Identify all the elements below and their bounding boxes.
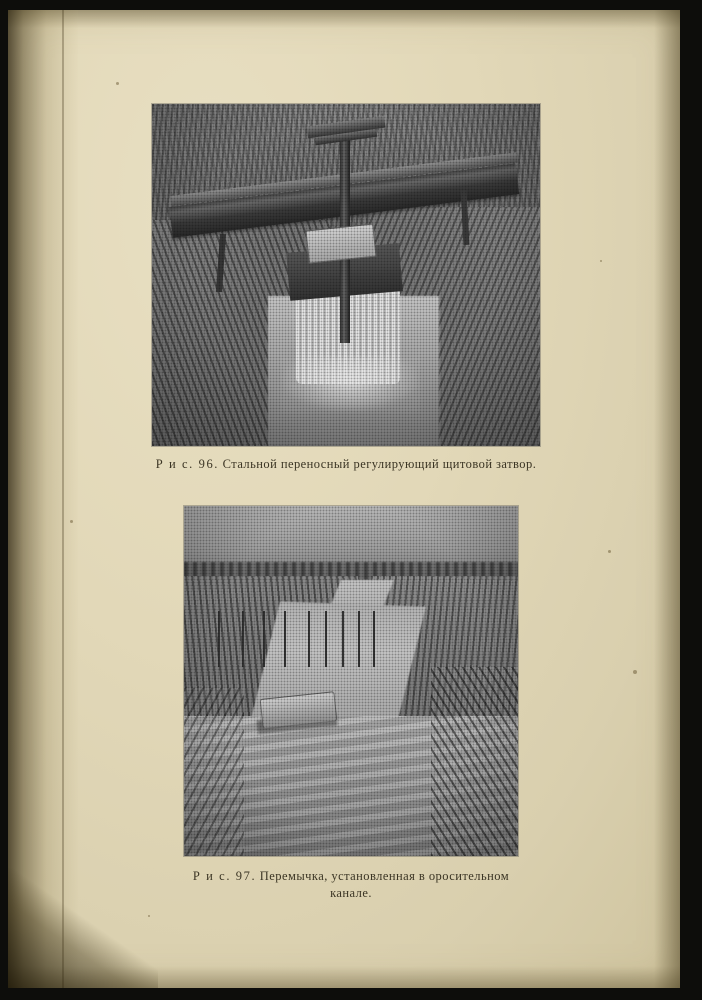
photo-vignette — [152, 104, 540, 446]
figure-97-number: Р и с. 97. — [192, 869, 257, 883]
figure-96-caption-text: Стальной переносный регулирующий щитовой затвор. — [222, 457, 537, 471]
figure-96-caption — [152, 456, 540, 473]
page-content — [100, 10, 640, 988]
photo-vignette — [184, 506, 518, 856]
book-spine-line — [62, 10, 64, 988]
book-page — [8, 10, 680, 988]
figure-97-caption-text-line2: канале. — [330, 885, 372, 900]
figure-96 — [152, 104, 540, 471]
photo-canal-plug — [184, 506, 518, 856]
figure-97 — [184, 506, 518, 900]
book-gutter-shadow — [8, 10, 78, 988]
paper-speck — [70, 520, 73, 523]
page-right-shadow — [654, 10, 680, 988]
photo-steel-sluice-gate — [152, 104, 540, 446]
figure-97-caption-text-line1: Перемычка, установленная в оросительном — [259, 869, 510, 883]
figure-96-number: Р и с. 96. — [155, 457, 220, 471]
figure-97-caption — [184, 868, 518, 902]
